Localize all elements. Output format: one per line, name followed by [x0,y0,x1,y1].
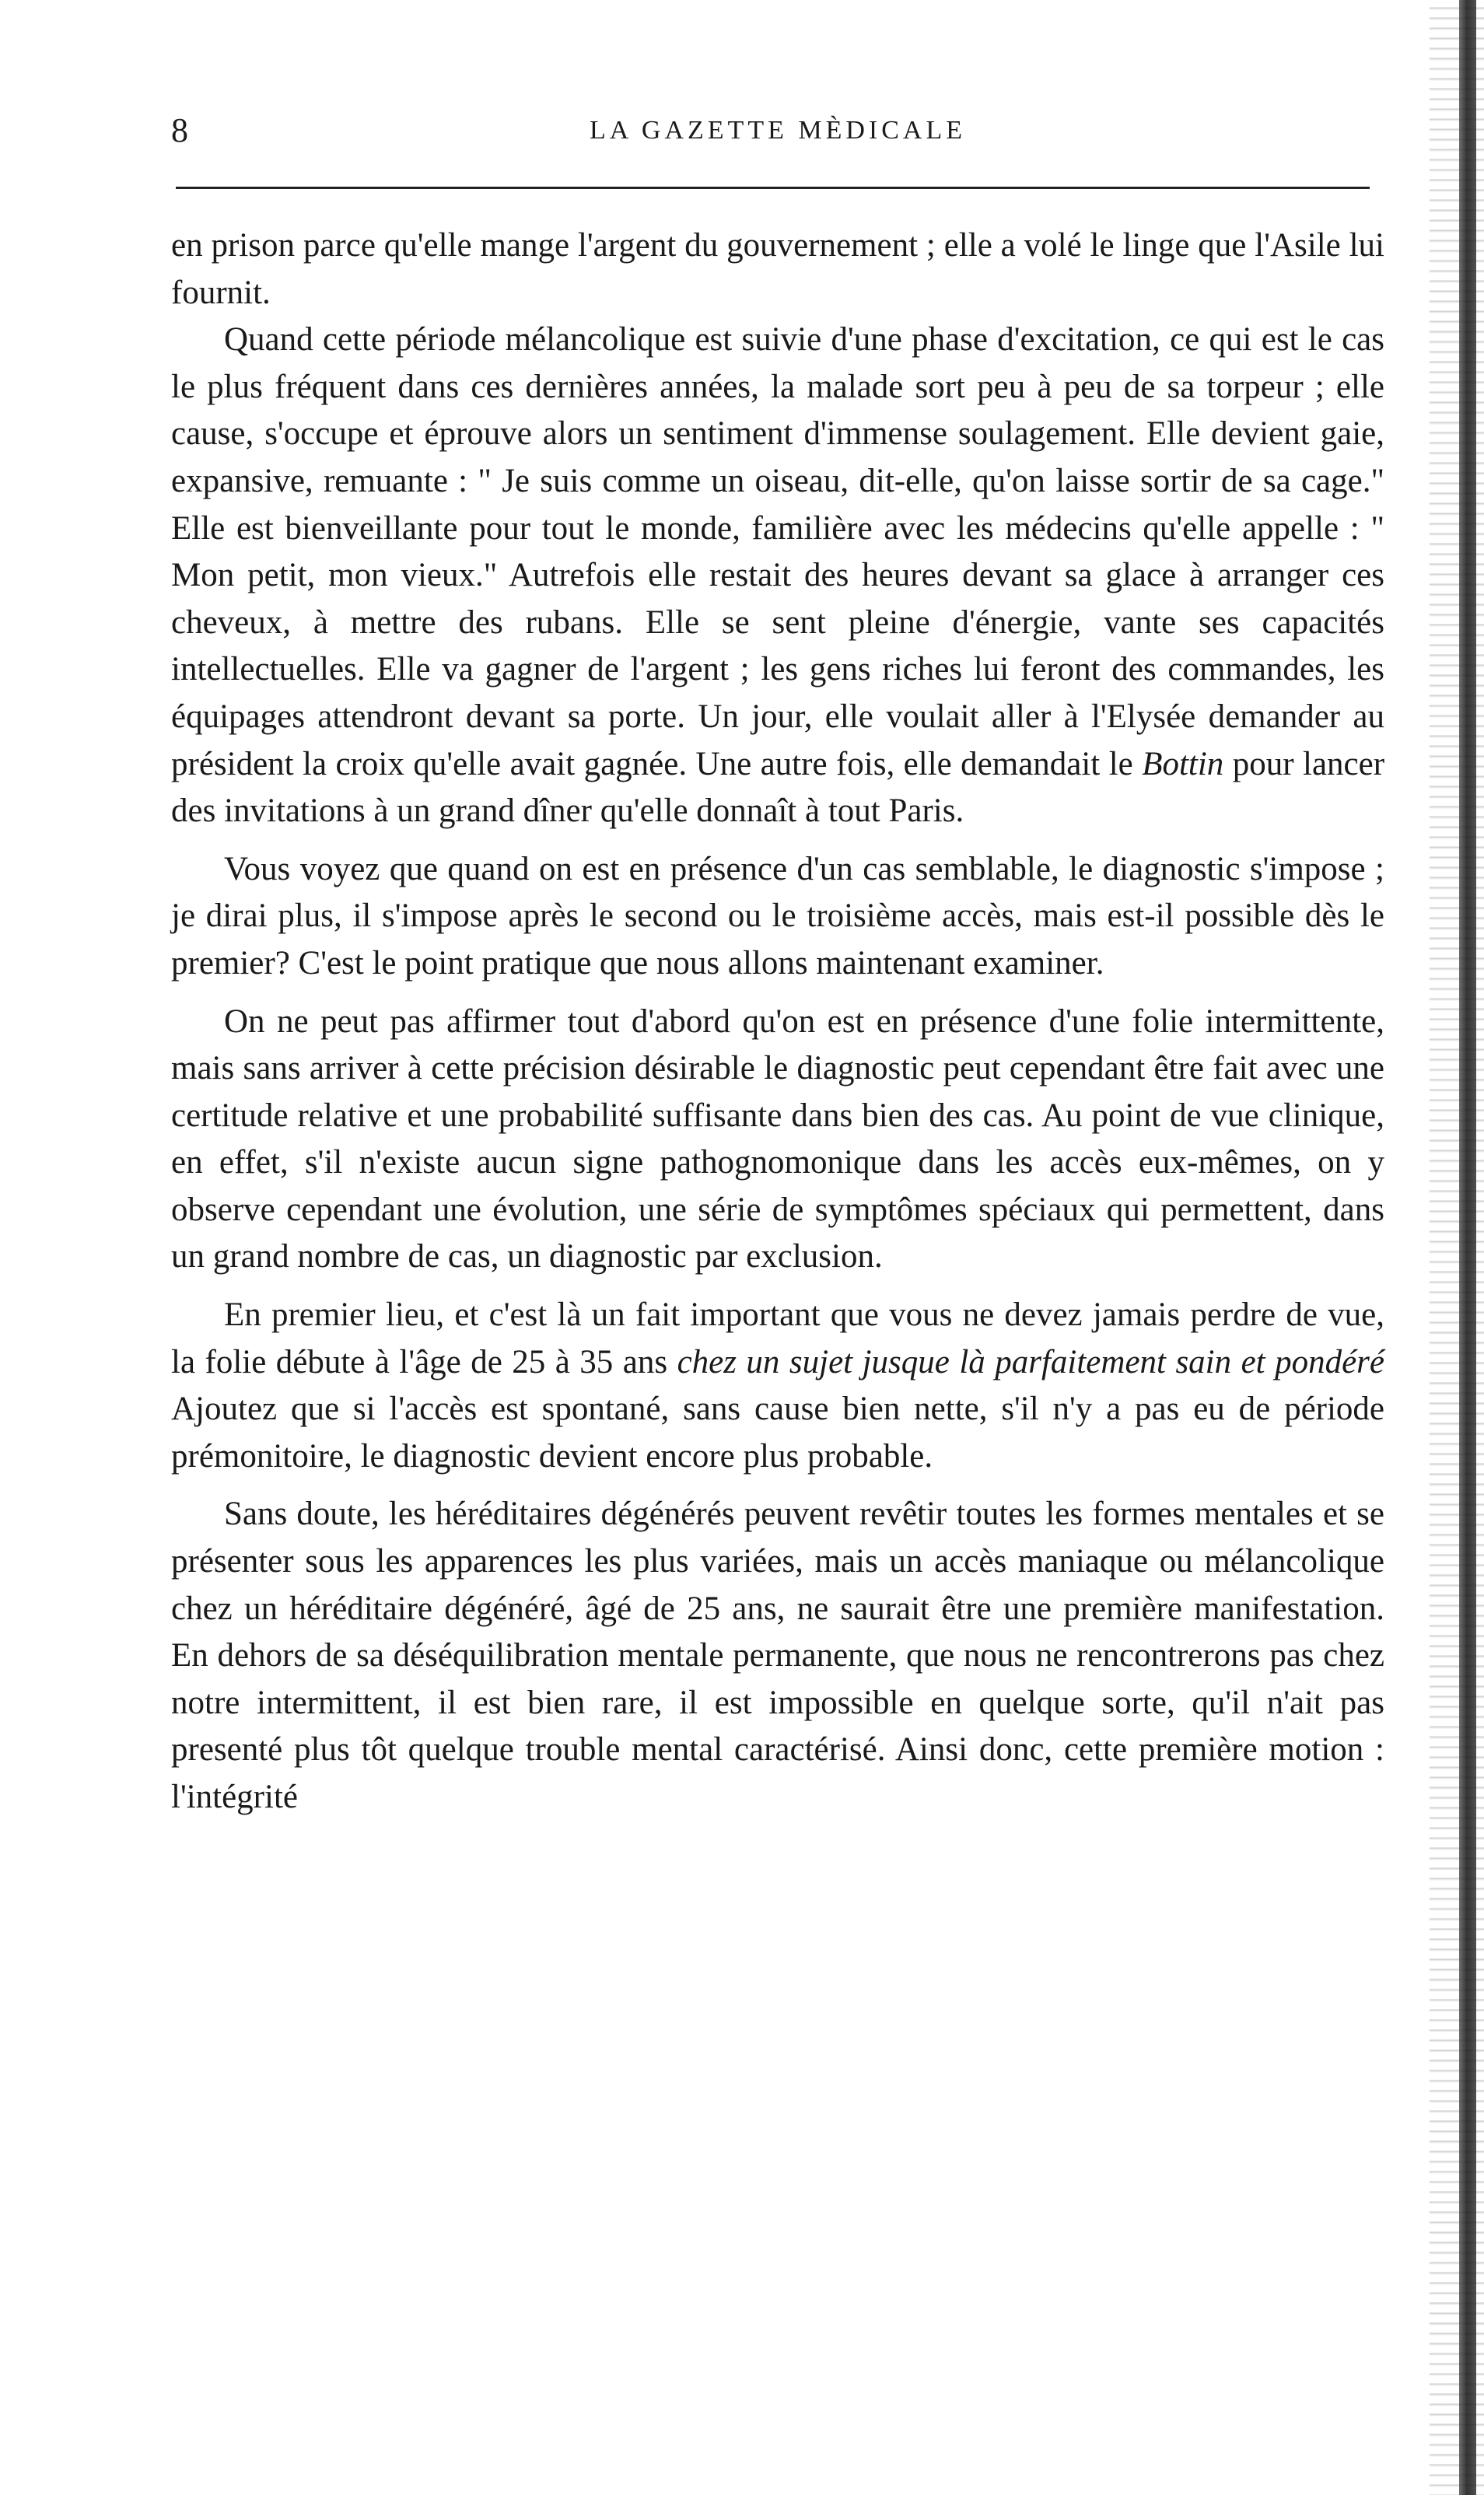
paragraph-text: Ajoutez que si l'accès est spontané, sans cause bien nette, s'il n'y a pas eu de période prémonitoire, le diagnostic devient encore plus probable. [171,1391,1384,1475]
page-header [171,107,1384,154]
paragraph [171,1292,1384,1480]
header-rule [176,187,1370,189]
paragraph [171,317,1384,835]
page-number: 8 [171,111,188,149]
italic-text: chez un sujet jusque là parfaitement sain et pondéré [677,1343,1384,1380]
paragraph: On ne peut pas affirmer tout d'abord qu'on est en présence d'une folie intermittente, mais sans arriver à cette précision désirable le diagnostic peut cependant être fait avec une certitude relative et une probabilité suffisante dans bien des cas. Au point de vue clinique, en effet, s'il n'existe aucun signe pathognomonique dans les accès eux-mêmes, on y observe cependant une évolution, une série de symptômes spéciaux qui permettent, dans un grand nombre de cas, un diagnostic par exclusion. [171,1003,1384,1275]
paragraph-continuation: en prison parce qu'elle mange l'argent du gouvernement ; elle a volé le linge que l'Asile lui fournit. [171,227,1384,311]
paragraph: Sans doute, les héréditaires dégénérés peuvent revêtir toutes les formes mentales et se présenter sous les apparences les plus variées, mais un accès maniaque ou mélancolique chez un héréditaire dégénéré, âgé de 25 ans, ne saurait être une première manifestation. En dehors de sa déséquilibration mentale permanente, que nous ne rencontrerons pas chez notre intermittent, il est bien rare, il est impossible en quelque sorte, qu'il n'ait pas presenté plus tôt quelque trouble mental caractérisé. Ainsi donc, cette première motion : l'intégrité [171,1496,1384,1815]
binding-edge [1459,0,1476,2495]
italic-text: Bottin [1142,745,1224,782]
paragraph-text: pour lancer des invitations à un grand dîner qu'elle donnaît à tout Paris. [171,745,1385,830]
body-text [171,222,1384,1832]
paragraph: Vous voyez que quand on est en présence d'un cas semblable, le diagnostic s'impose ; je dirai plus, il s'impose après le second ou le troisième accès, mais est-il possible dès le premier? C'est le point pratique que nous allons maintenant examiner. [171,850,1384,982]
running-head: LA GAZETTE MÈDICALE [589,116,967,145]
paragraph-text: Quand cette période mélancolique est suivie d'une phase d'excitation, ce qui est le cas le plus fréquent dans ces dernières années, la malade sort peu à peu de sa torpeur ; elle cause, s'occupe et éprouve alors un sentiment d'immense soulagement. Elle devient gaie, expansive, remuante : " Je suis comme un oiseau, dit-elle, qu'on laisse sortir de sa cage." Elle est bienveillante pour tout le monde, familière avec les médecins qu'elle appelle : " Mon petit, mon vieux." Autrefois elle restait des heures devant sa glace à arranger ces cheveux, à mettre des rubans. Elle se sent pleine d'énergie, vante ses capacités intellectuelles. Elle va gagner de l'argent ; les gens riches lui feront des commandes, les équipages attendront devant sa porte. Un jour, elle voulait aller à l'Elysée demander au président la croix qu'elle avait gagnée. Une autre fois, elle demandait le [171,321,1384,782]
paragraph-text: En premier lieu, et c'est là un fait important que vous ne devez jamais perdre de vue, la folie débute à l'âge de 25 à 35 ans [171,1296,1384,1380]
